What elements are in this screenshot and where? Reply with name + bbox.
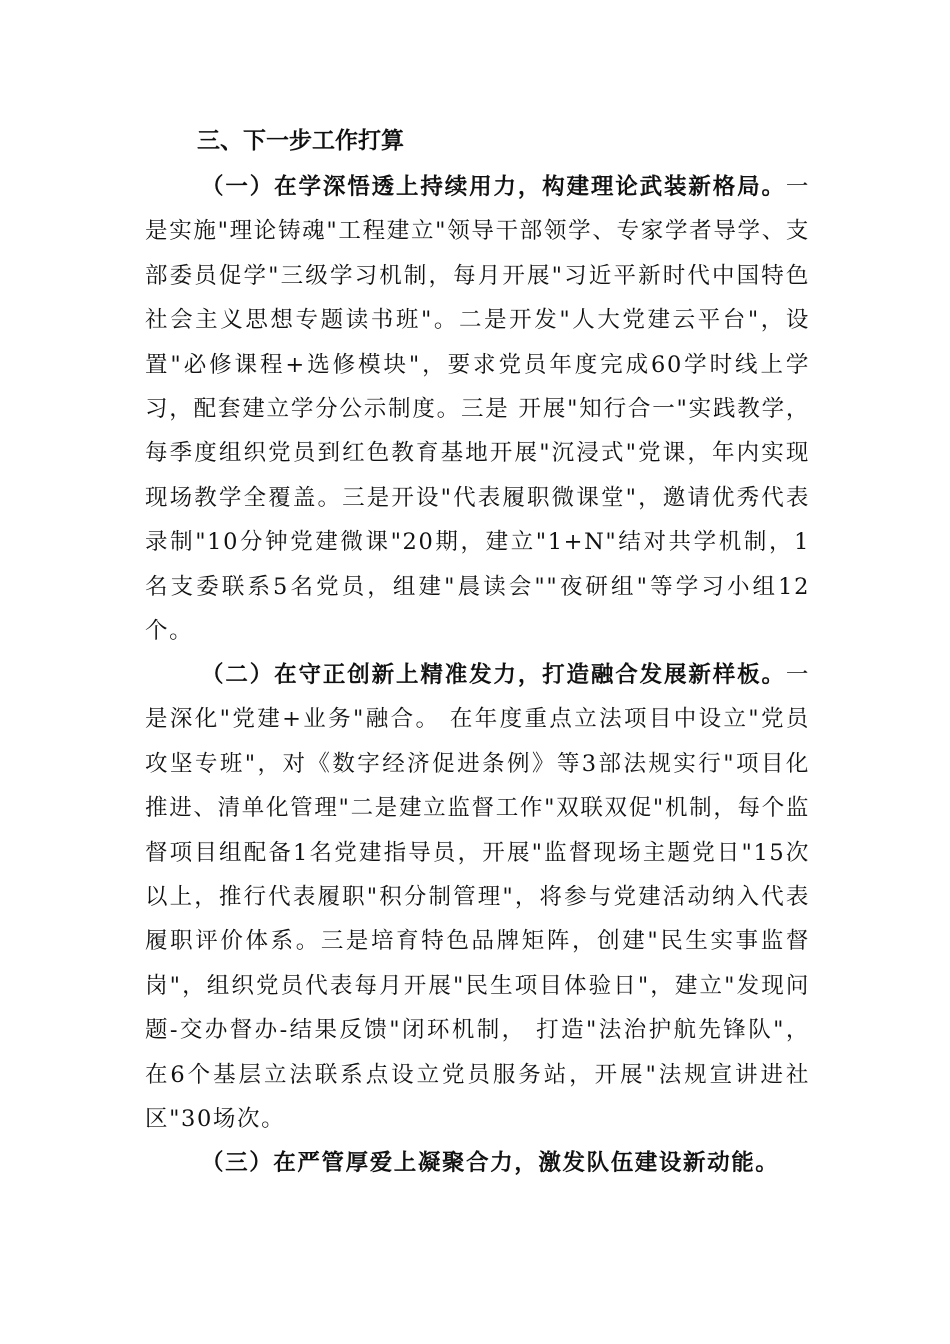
- paragraph-section-3: [145, 1141, 810, 1185]
- section-1-title: （一）在学深悟透上持续用力，构建理论武装新格局。: [201, 174, 786, 200]
- section-2-body: 一是深化"党建+业务"融合。 在年度重点立法项目中设立"党员攻坚专班"，对《数字经济促进条例》等3部法规实行"项目化推进、清单化管理"二是建立监督工作"双联双促"机制，每个监督项目组配备1名党建指导员，开展"监督现场主题党日"15次以上，推行代表履职"积分制管理"，将参与党建活动纳入代表履职评价体系。三是培育特色品牌矩阵，创建"民生实事监督岗"，组织党员代表每月开展"民生项目体验日"，建立"发现问题-交办督办-结果反馈"闭环机制， 打造"法治护航先锋队"，在6个基层立法联系点设立党员服务站，开展"法规宣讲进社区"30场次。: [145, 662, 810, 1133]
- section-2-title: （二）在守正创新上精准发力，打造融合发展新样板。: [201, 662, 786, 688]
- section-3-title: （三）在严管厚爱上凝聚合力，激发队伍建设新动能。: [201, 1150, 780, 1176]
- section-1-body: 一是实施"理论铸魂"工程建立"领导干部领学、专家学者导学、支部委员促学"三级学习机制，每月开展"习近平新时代中国特色社会主义思想专题读书班"。二是开发"人大党建云平台"，设置"必修课程+选修模块"，要求党员年度完成60学时线上学习，配套建立学分公示制度。三是 开展"知行合一"实践教学，每季度组织党员到红色教育基地开展"沉浸式"党课，年内实现现场教学全覆盖。三是开设"代表履职微课堂"，邀请优秀代表录制"10分钟党建微课"20期，建立"1+N"结对共学机制，1名支委联系5名党员，组建"晨读会""夜研组"等学习小组12个。: [145, 174, 810, 645]
- section-heading: 三、下一步工作打算: [197, 128, 404, 154]
- paragraph-section-2: [145, 653, 810, 1141]
- paragraph-section-1: [145, 165, 810, 653]
